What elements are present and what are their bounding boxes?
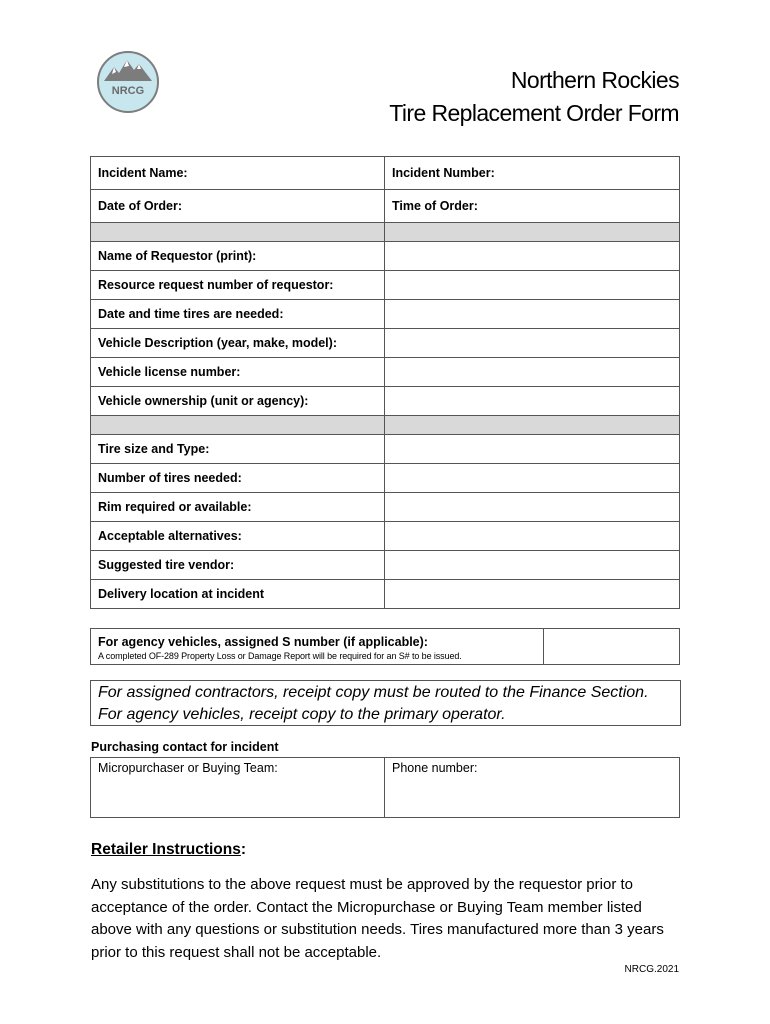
vehicle-ownership-label: Vehicle ownership (unit or agency):	[91, 387, 385, 416]
footer-code: NRCG.2021	[624, 964, 679, 975]
agency-note-text: A completed OF-289 Property Loss or Damage Report will be required for an S# to be issued.	[98, 650, 462, 661]
incident-number-field[interactable]: Incident Number:	[385, 157, 680, 190]
table-row	[91, 387, 680, 416]
section-divider	[91, 223, 680, 242]
vehicle-ownership-input[interactable]	[385, 387, 680, 416]
retailer-heading-text: Retailer Instructions	[91, 841, 241, 858]
date-of-order-field[interactable]: Date of Order:	[91, 190, 385, 223]
agency-s-number-table	[90, 628, 680, 665]
table-row	[91, 358, 680, 387]
agency-s-number-label	[91, 629, 544, 665]
table-row	[91, 300, 680, 329]
rim-input[interactable]	[385, 493, 680, 522]
table-row	[91, 242, 680, 271]
table-row	[91, 551, 680, 580]
resource-request-label: Resource request number of requestor:	[91, 271, 385, 300]
agency-s-number-input[interactable]	[544, 629, 680, 665]
table-row	[91, 190, 680, 223]
rim-label: Rim required or available:	[91, 493, 385, 522]
form-title	[389, 64, 679, 130]
delivery-location-label: Delivery location at incident	[91, 580, 385, 609]
vehicle-description-label: Vehicle Description (year, make, model):	[91, 329, 385, 358]
micropurchaser-field[interactable]: Micropurchaser or Buying Team:	[91, 758, 385, 818]
table-row	[91, 464, 680, 493]
tire-size-input[interactable]	[385, 435, 680, 464]
phone-number-field[interactable]: Phone number:	[385, 758, 680, 818]
vehicle-license-label: Vehicle license number:	[91, 358, 385, 387]
table-row	[91, 758, 680, 818]
retailer-heading-colon: :	[240, 841, 247, 858]
nrcg-logo	[96, 51, 160, 113]
purchasing-contact-table	[90, 757, 680, 818]
logo-text: NRCG	[111, 85, 145, 97]
vehicle-description-input[interactable]	[385, 329, 680, 358]
vendor-input[interactable]	[385, 551, 680, 580]
retailer-instructions-body: Any substitutions to the above request must be approved by the requestor prior to acceptance of the order. Contact the Micropurchase or Buying Team member listed above with any questions or substitution needs. Tires manufactured more than 3 years prior to this request shall not be acceptable.	[91, 876, 664, 961]
title-line-2: Tire Replacement Order Form	[389, 100, 679, 126]
requestor-name-label: Name of Requestor (print):	[91, 242, 385, 271]
table-row	[91, 522, 680, 551]
agency-label-text: For agency vehicles, assigned S number (if applicable):	[98, 634, 428, 649]
routing-note-line-2: For agency vehicles, receipt copy to the primary operator.	[98, 706, 506, 723]
table-row	[91, 435, 680, 464]
order-details-table	[90, 156, 680, 609]
tire-size-label: Tire size and Type:	[91, 435, 385, 464]
requestor-name-input[interactable]	[385, 242, 680, 271]
tire-count-label: Number of tires needed:	[91, 464, 385, 493]
alternatives-label: Acceptable alternatives:	[91, 522, 385, 551]
date-time-needed-label: Date and time tires are needed:	[91, 300, 385, 329]
routing-note-line-1: For assigned contractors, receipt copy must be routed to the Finance Section.	[98, 684, 649, 701]
tire-count-input[interactable]	[385, 464, 680, 493]
table-row	[91, 493, 680, 522]
delivery-location-input[interactable]	[385, 580, 680, 609]
table-row	[91, 580, 680, 609]
title-line-1: Northern Rockies	[510, 67, 679, 93]
table-row	[91, 329, 680, 358]
vehicle-license-input[interactable]	[385, 358, 680, 387]
table-row	[91, 271, 680, 300]
alternatives-input[interactable]	[385, 522, 680, 551]
incident-name-field[interactable]: Incident Name:	[91, 157, 385, 190]
routing-note-box	[90, 680, 681, 726]
table-row	[91, 157, 680, 190]
table-row	[91, 629, 680, 665]
resource-request-input[interactable]	[385, 271, 680, 300]
vendor-label: Suggested tire vendor:	[91, 551, 385, 580]
section-divider	[91, 416, 680, 435]
time-of-order-field[interactable]: Time of Order:	[385, 190, 680, 223]
purchasing-contact-heading: Purchasing contact for incident	[91, 740, 279, 754]
date-time-needed-input[interactable]	[385, 300, 680, 329]
retailer-instructions-heading	[91, 841, 246, 859]
